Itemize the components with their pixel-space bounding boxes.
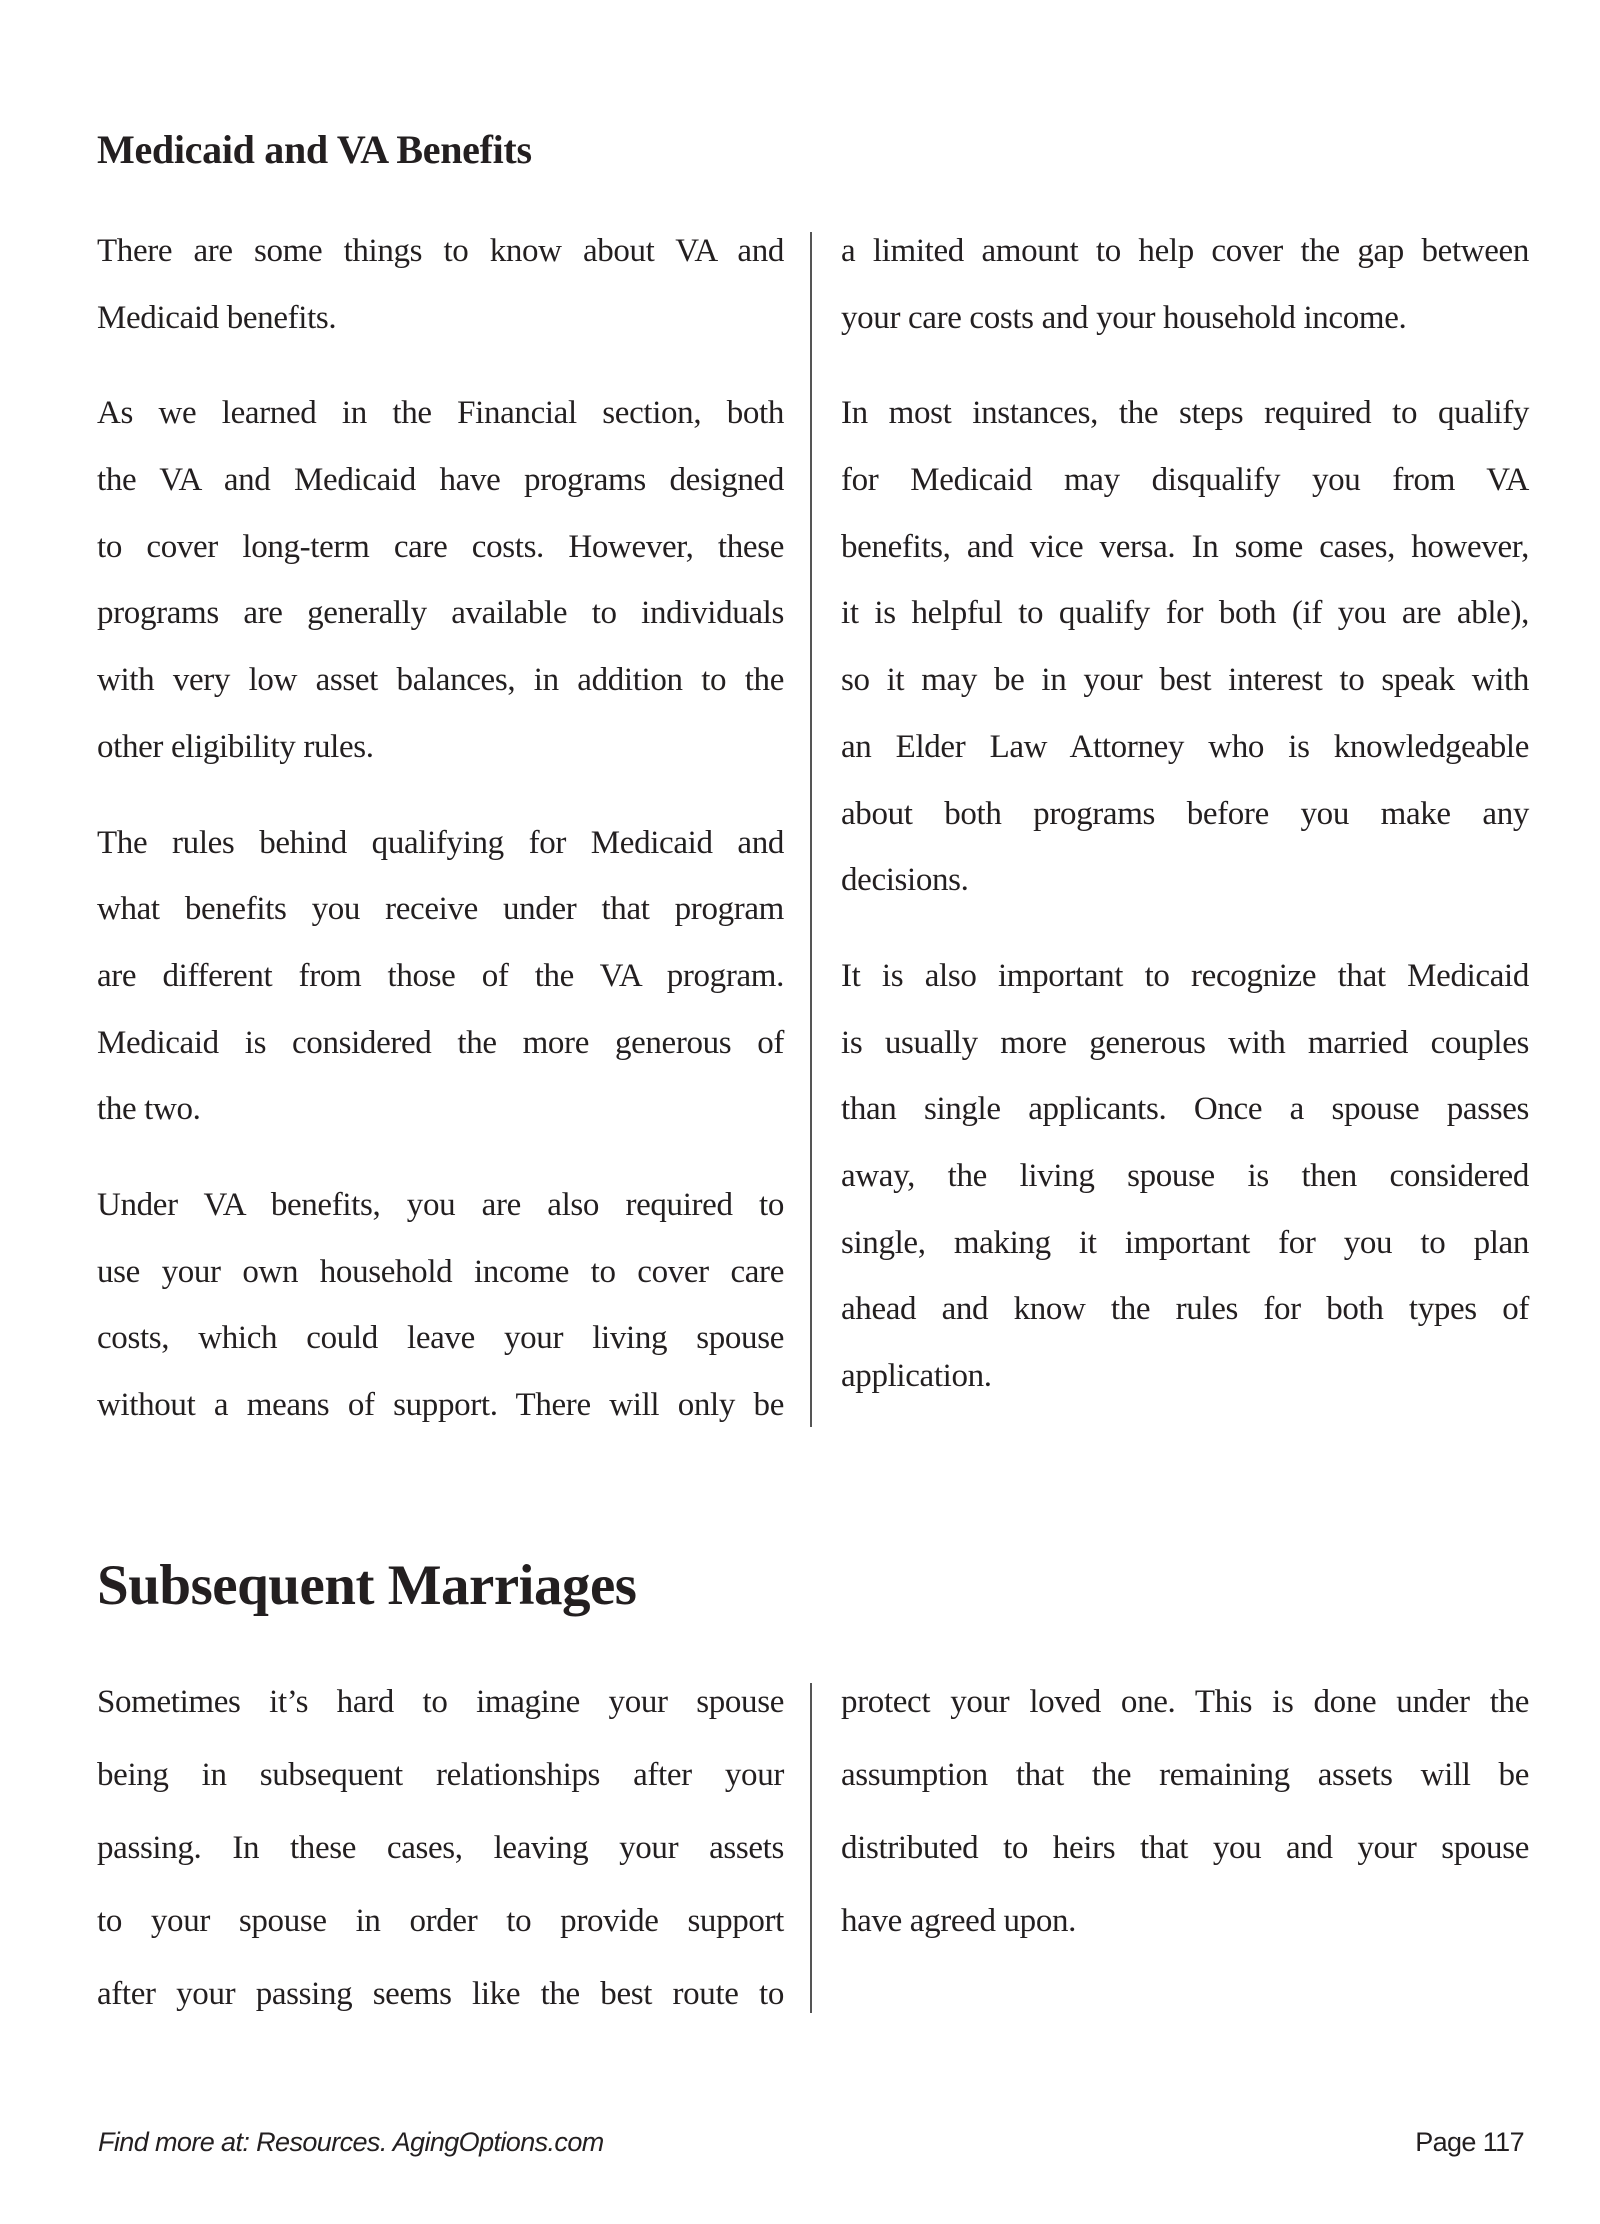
text-line: after your passing seems like the best route to: [97, 1976, 784, 2012]
text-line: than single applicants. Once a spouse passes: [841, 1091, 1529, 1128]
text-line: Medicaid benefits.: [97, 299, 337, 336]
text-line: an Elder Law Attorney who is knowledgeable: [841, 728, 1529, 765]
text-line: for Medicaid may disqualify you from VA: [841, 462, 1529, 499]
text-line: it is helpful to qualify for both (if you are able),: [841, 595, 1529, 632]
section2-left-column: [97, 1680, 784, 2045]
paragraph: [841, 394, 1529, 928]
text-line: application.: [841, 1358, 992, 1394]
paragraph: [97, 824, 784, 1157]
paragraph: [841, 1680, 1529, 1972]
text-line: ahead and know the rules for both types of: [841, 1291, 1529, 1328]
text-line: The rules behind qualifying for Medicaid and: [97, 824, 784, 861]
text-line: the VA and Medicaid have programs designed: [97, 462, 784, 499]
section2-right-column: [841, 1680, 1529, 1972]
text-line: As we learned in the Financial section, both: [97, 395, 784, 432]
text-line: distributed to heirs that you and your spouse: [841, 1830, 1529, 1866]
text-line: your care costs and your household income.: [841, 299, 1407, 336]
text-line: protect your loved one. This is done under the: [841, 1684, 1529, 1720]
paragraph: [841, 232, 1529, 365]
footer-source-link[interactable]: Find more at: Resources. AgingOptions.com: [98, 2127, 604, 2157]
text-line: assumption that the remaining assets will be: [841, 1757, 1529, 1793]
text-line: single, making it important for you to plan: [841, 1224, 1529, 1261]
column-divider: [810, 232, 812, 1427]
text-line: other eligibility rules.: [97, 728, 374, 765]
text-line: In most instances, the steps required to qualify: [841, 395, 1529, 432]
paragraph: [97, 1680, 784, 2045]
text-line: the two.: [97, 1091, 201, 1128]
text-line: It is also important to recognize that Medicaid: [841, 957, 1529, 994]
page-number: Page 117: [1415, 2127, 1524, 2157]
text-line: to cover long-term care costs. However, these: [97, 528, 784, 565]
text-line: There are some things to know about VA and: [97, 233, 784, 269]
text-line: are different from those of the VA program.: [97, 957, 784, 994]
section-heading-medicaid-va: Medicaid and VA Benefits: [97, 127, 532, 172]
paragraph: [97, 394, 784, 794]
section1-right-column: [841, 232, 1529, 1424]
text-line: programs are generally available to individuals: [97, 595, 784, 632]
section-heading-subsequent-marriages: Subsequent Marriages: [97, 1554, 637, 1617]
text-line: to your spouse in order to provide support: [97, 1903, 784, 1939]
text-line: use your own household income to cover care: [97, 1253, 784, 1290]
text-line: away, the living spouse is then considered: [841, 1157, 1529, 1194]
text-line: what benefits you receive under that program: [97, 891, 784, 928]
text-line: a limited amount to help cover the gap between: [841, 233, 1529, 269]
text-line: benefits, and vice versa. In some cases, however,: [841, 528, 1529, 565]
text-line: so it may be in your best interest to speak with: [841, 662, 1529, 699]
column-divider: [810, 1683, 812, 2013]
paragraph: [97, 1186, 784, 1453]
paragraph: [97, 232, 784, 365]
paragraph: [841, 957, 1529, 1424]
text-line: decisions.: [841, 862, 969, 899]
text-line: Sometimes it’s hard to imagine your spouse: [97, 1684, 784, 1720]
text-line: is usually more generous with married couples: [841, 1024, 1529, 1061]
text-line: have agreed upon.: [841, 1903, 1077, 1939]
text-line: with very low asset balances, in addition to the: [97, 662, 784, 699]
text-line: being in subsequent relationships after your: [97, 1757, 784, 1793]
text-line: about both programs before you make any: [841, 795, 1529, 832]
text-line: without a means of support. There will only be: [97, 1387, 784, 1423]
text-line: costs, which could leave your living spouse: [97, 1320, 784, 1357]
text-line: Under VA benefits, you are also required to: [97, 1186, 784, 1223]
text-line: Medicaid is considered the more generous of: [97, 1024, 784, 1061]
text-line: passing. In these cases, leaving your assets: [97, 1830, 784, 1866]
section1-left-column: [97, 232, 784, 1453]
